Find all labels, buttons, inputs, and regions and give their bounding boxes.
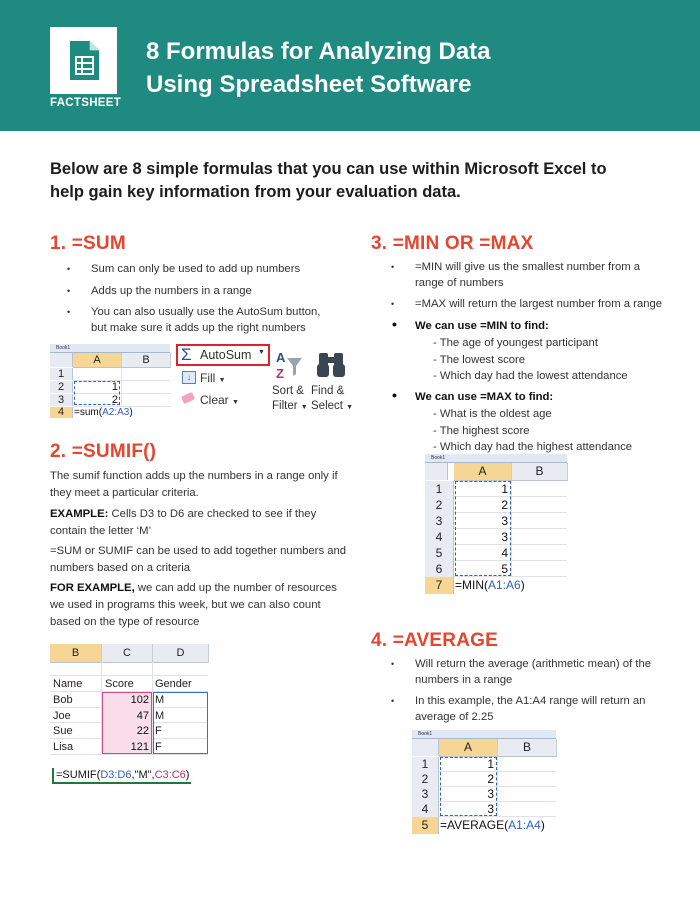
row-header[interactable]: 5 (412, 817, 439, 834)
row-header[interactable]: 3 (425, 513, 454, 529)
row-header[interactable]: 2 (412, 772, 439, 787)
row-header[interactable]: 7 (425, 577, 454, 594)
list-item: • =MAX will return the largest number from a range (391, 297, 666, 313)
column-header-b[interactable]: B (498, 739, 557, 757)
sum-formula-cell[interactable]: =sum(A2:A3) (74, 407, 133, 418)
header-gender: Gender (155, 678, 192, 690)
eraser-icon (181, 392, 195, 404)
header-name: Name (53, 678, 83, 690)
clear-button[interactable]: Clear ▼ (200, 393, 239, 407)
sumif-paragraph-2: EXAMPLE: Cells D3 to D6 are checked to see if they contain the letter ‘M’ (50, 508, 317, 537)
max-label: • We can use =MAX to find: (391, 390, 666, 406)
list-item: - What is the oldest age (433, 408, 552, 420)
autosum-button[interactable]: AutoSum (200, 348, 252, 362)
sum-bullets (67, 262, 337, 342)
section-sum-title: 1. =SUM (50, 233, 126, 254)
row-header[interactable]: 2 (50, 381, 73, 393)
row-header[interactable]: 1 (425, 481, 454, 497)
list-item: - The highest score (433, 424, 530, 437)
intro-text: Below are 8 simple formulas that you can use within Microsoft Excel to help gain key information from your evaluation data. (50, 160, 607, 201)
header-score: Score (105, 678, 134, 690)
average-formula-cell[interactable]: =AVERAGE(A1:A4) (440, 818, 545, 832)
sort-filter-button[interactable]: Sort & Filter ▼ (272, 385, 308, 412)
title-line-1: 8 Formulas for Analyzing Data (146, 38, 491, 65)
row-header[interactable]: 1 (412, 757, 439, 772)
list-item: - The lowest score (433, 353, 526, 366)
fill-icon: ↓ (182, 371, 196, 384)
cell-score[interactable]: 102 (130, 694, 149, 706)
factsheet-logo (50, 27, 122, 112)
cell-score[interactable]: 22 (136, 725, 149, 737)
sumif-paragraph-1: The sumif function adds up the numbers in a range only if they meet a particular criteria. (50, 470, 338, 499)
average-spreadsheet (412, 730, 556, 834)
cell-a1[interactable]: 1 (487, 757, 494, 771)
cell-name[interactable]: Bob (53, 694, 73, 706)
column-header-a[interactable]: A (454, 463, 512, 481)
cell-gender[interactable]: M (155, 710, 165, 722)
list-item: • In this example, the A1:A4 range will return an average of 2.25 (391, 694, 666, 725)
logo-label: FACTSHEET (50, 97, 122, 109)
row-header[interactable]: 3 (412, 787, 439, 802)
sumif-formula-cell[interactable]: =SUMIF(D3:D6,"M",C3:C6) (52, 768, 191, 784)
column-header-b[interactable]: B (122, 353, 171, 368)
cell-a3[interactable]: 3 (501, 514, 508, 528)
book-title-bar: Book1 (50, 344, 170, 353)
column-header-b[interactable]: B (50, 644, 102, 663)
book-title-bar: Book1 (425, 454, 567, 463)
binoculars-icon (316, 349, 346, 379)
corner-cell (425, 463, 448, 480)
cell-a2[interactable]: 1 (111, 381, 118, 393)
list-item: • =MIN will give us the smallest number from a range of numbers (391, 260, 666, 291)
min-label: • We can use =MIN to find: (391, 319, 666, 335)
row-header[interactable]: 4 (412, 802, 439, 817)
sumif-paragraph-4: FOR EXAMPLE, we can add up the number of resources we used in programs this week, but we can also count based on the type of resource (50, 582, 337, 628)
average-bullets (391, 657, 666, 731)
list-item: - Which day had the lowest attendance (433, 370, 628, 382)
cell-gender[interactable]: F (155, 741, 162, 753)
book-title-bar: Book1 (412, 730, 556, 739)
cell-a3[interactable]: 3 (487, 787, 494, 801)
cell-a5[interactable]: 4 (501, 546, 508, 560)
svg-text:Z: Z (276, 366, 284, 381)
find-select-button[interactable]: Find & Select ▼ (311, 385, 354, 412)
cell-name[interactable]: Joe (53, 710, 71, 722)
column-header-a[interactable]: A (73, 353, 122, 368)
column-header-b[interactable]: B (512, 463, 568, 481)
sumif-spreadsheet (50, 644, 210, 789)
sort-filter-icon (274, 348, 304, 382)
cell-name[interactable]: Lisa (53, 741, 74, 753)
cell-a4[interactable]: 3 (501, 530, 508, 544)
cell-a2[interactable]: 2 (501, 498, 508, 512)
row-header[interactable]: 4 (50, 407, 73, 418)
list-item: • Adds up the numbers in a range (67, 284, 337, 300)
title-line-2: Using Spreadsheet Software (146, 71, 472, 98)
section-average-title: 4. =AVERAGE (371, 630, 498, 651)
cell-a2[interactable]: 2 (487, 772, 494, 786)
column-header-c[interactable]: C (102, 644, 153, 663)
cell-a1[interactable]: 1 (501, 482, 508, 496)
sumif-paragraph-3: =SUM or SUMIF can be used to add together numbers and numbers based on a criteria (50, 545, 347, 574)
min-spreadsheet (425, 454, 567, 595)
list-item: - Which day had the highest attendance (433, 441, 633, 453)
list-item: • Sum can only be used to add up numbers (67, 262, 337, 278)
minmax-bullets (391, 260, 666, 457)
cell-a6[interactable]: 5 (501, 562, 508, 576)
cell-a4[interactable]: 3 (487, 802, 494, 816)
cell-score[interactable]: 47 (136, 710, 149, 722)
cell-gender[interactable]: M (155, 694, 165, 706)
editing-ribbon (176, 344, 354, 416)
list-item: - The age of youngest participant (433, 337, 598, 349)
sigma-icon: Σ (181, 345, 192, 364)
row-header[interactable]: 2 (425, 497, 454, 513)
cell-a3[interactable]: 2 (111, 394, 118, 406)
min-formula-cell[interactable]: =MIN(A1:A6) (455, 578, 525, 592)
chevron-down-icon[interactable]: ▼ (258, 349, 265, 356)
row-header[interactable]: 4 (425, 529, 454, 545)
corner-cell (50, 353, 73, 367)
section-minmax-title: 3. =MIN OR =MAX (371, 233, 534, 254)
row-header[interactable]: 3 (50, 394, 73, 406)
logo-box (50, 27, 117, 94)
row-header[interactable]: 6 (425, 561, 454, 577)
header-banner (0, 0, 700, 131)
cell-score[interactable]: 121 (130, 741, 149, 753)
cell-name[interactable]: Sue (53, 725, 73, 737)
list-item: • You can also usually use the AutoSum button, but make sure it adds up the right numbers (67, 305, 337, 336)
svg-text:A: A (276, 350, 286, 365)
column-header-d[interactable]: D (153, 644, 209, 663)
column-header-a[interactable]: A (439, 739, 498, 757)
fill-button[interactable]: Fill ▼ (200, 371, 226, 385)
list-item: • Will return the average (arithmetic mean) of the numbers in a range (391, 657, 666, 688)
document-list-icon (50, 27, 117, 94)
cell-gender[interactable]: F (155, 725, 162, 737)
row-header[interactable]: 5 (425, 545, 454, 561)
section-sumif-title: 2. =SUMIF() (50, 441, 157, 462)
page-title (146, 35, 491, 101)
row-header[interactable]: 1 (50, 368, 73, 380)
sum-spreadsheet (50, 344, 170, 418)
corner-cell (412, 739, 439, 756)
